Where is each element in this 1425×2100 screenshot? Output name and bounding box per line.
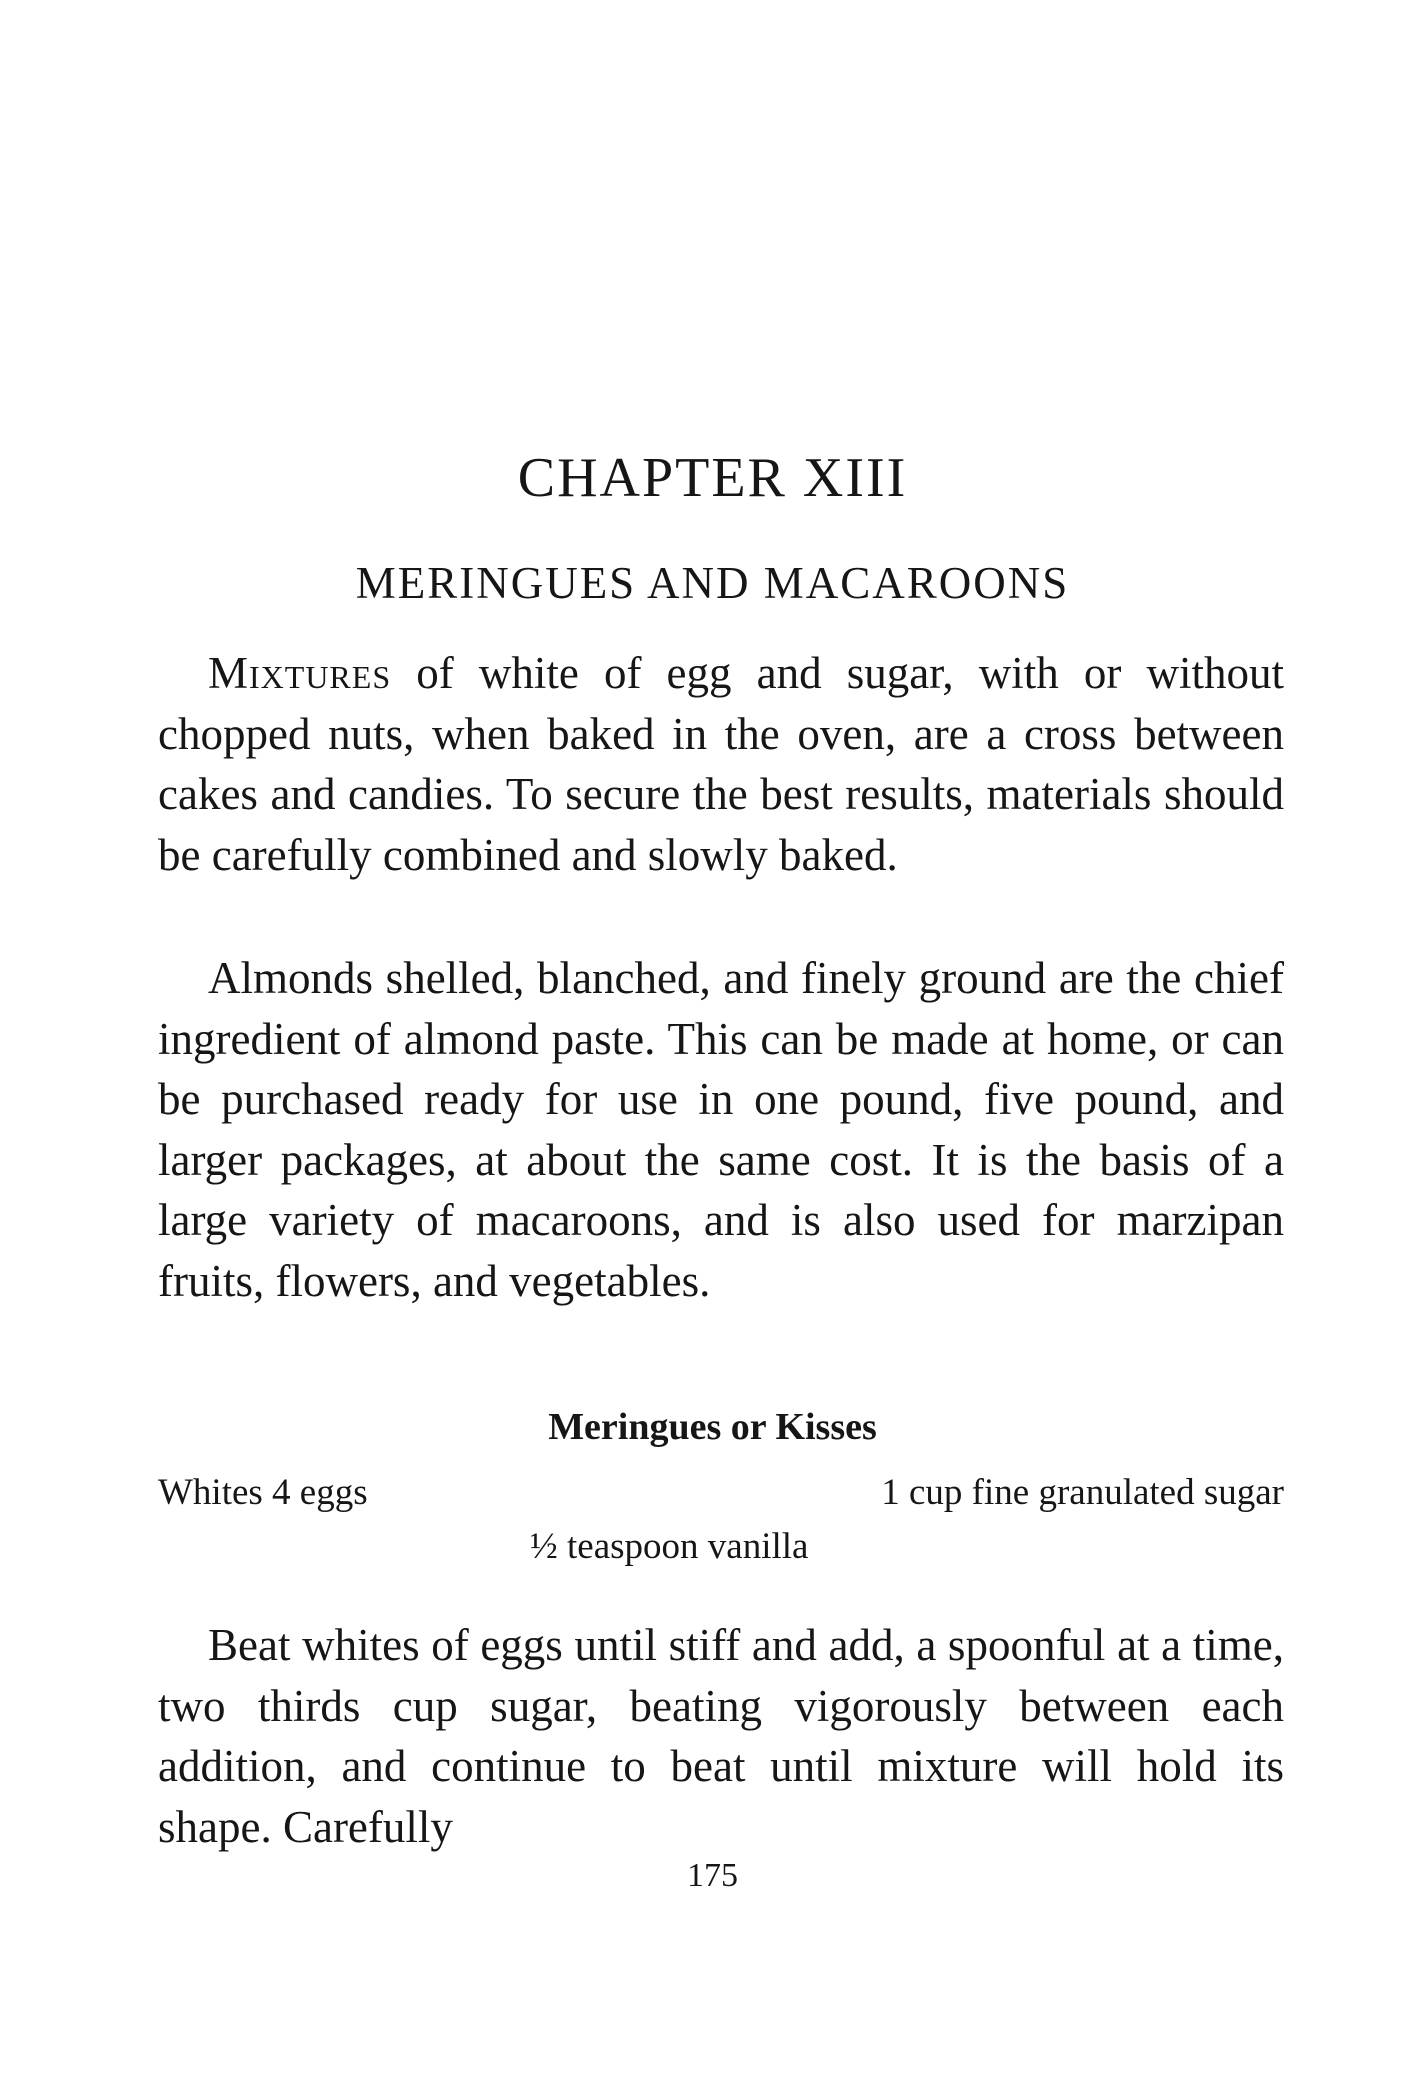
intro-paragraph: [158, 643, 1284, 885]
method-paragraph: Beat whites of eggs until stiff and add, a spoonful at a time, two thirds cup sugar, beating vigorously between each addition, and continue to beat until mixture will hold its shape. Carefully: [158, 1620, 1284, 1852]
ingredient-item: Whites 4 eggs: [158, 1472, 368, 1513]
almond-paste-paragraph: Almonds shelled, blanched, and finely ground are the chief ingredient of almond paste. This can be made at home, or can be purchased ready for use in one pound, five pound, and larger packages, at about the same cost. It is the basis of a large variety of macaroons, and is also used for marzipan fruits, flowers, and vegetables.: [158, 953, 1284, 1306]
intro-paragraph-text: of white of egg and sugar, with or without chopped nuts, when baked in the oven, are a cross between cakes and candies. To secure the best results, materials should be carefully combined and slowly baked.: [158, 648, 1284, 880]
intro-lead-word: Mixtures: [208, 648, 392, 698]
chapter-title: MERINGUES AND MACAROONS: [355, 558, 1070, 608]
recipe-title: Meringues or Kisses: [548, 1406, 877, 1448]
ingredient-item: 1 cup fine granulated sugar: [881, 1472, 1284, 1513]
chapter-number: CHAPTER XIII: [517, 447, 908, 509]
ingredient-item: ½ teaspoon vanilla: [530, 1526, 809, 1567]
page-number: 175: [687, 1857, 738, 1894]
